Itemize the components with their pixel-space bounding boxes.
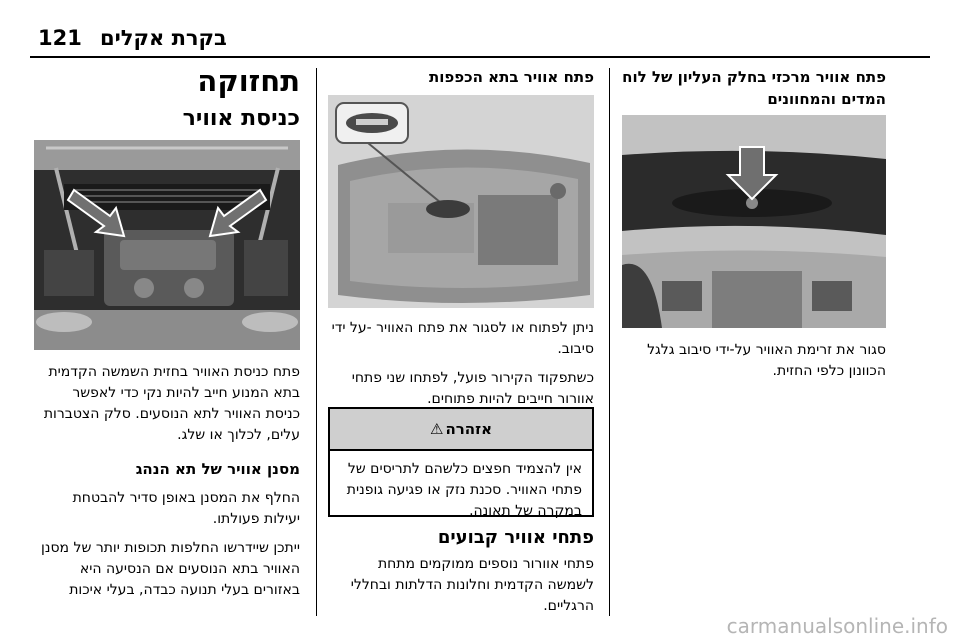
warning-title: אזהרה [445, 420, 493, 438]
filter-paragraph-1: החלף את המסנן באופן סדיר להבטחת יעילות פעולתו. [72, 490, 300, 527]
middle-column-text [328, 318, 594, 410]
column-divider [609, 68, 610, 616]
center-vent-heading: פתח אוויר מרכזי בחלק העליון של לוח המדים והמחוונים [622, 68, 886, 108]
fixed-vents-heading: פתחי אוויר קבועים [437, 527, 594, 548]
page-number: 121 [38, 26, 82, 50]
warning-triangle-icon: ⚠ [429, 420, 444, 438]
center-vent-caption: סגור את זרימת האוויר על-ידי סיבוב גלגל הכוונון כלפי החזית. [647, 342, 886, 379]
filter-heading: מסנן אוויר של תא הנהג [135, 460, 300, 478]
vent-paragraph-2: כשתפקוד הקירור פועל, לפתחו שני פתחי אוורור חייבים להיות פתוחים. [351, 370, 594, 407]
glovebox-photo [328, 95, 594, 308]
warning-text: אין להצמיד חפצים כלשהם לתריסים של פתחי האוויר. סכנת נזק או פגיעה גופנית במקרה של תאונה. [346, 461, 582, 519]
section-title: בקרת אקלים [100, 26, 227, 50]
intake-paragraph: פתח כניסת האוויר בחזית השמשה הקדמית בתא המנוע חייב להיות נקי כדי לאפשר כניסת האוויר לתא הנוסעים. סלק הצטברות עלים, לכלוך או שלג. [43, 364, 300, 443]
left-column-text [622, 340, 886, 382]
warning-header [330, 409, 592, 451]
right-column-title-block [34, 64, 300, 134]
left-column-heading-block [622, 66, 886, 110]
filter-paragraph-2: ייתכן שיידרשו החלפות תכופות יותר של מסנן האוויר בתא הנוסעים אם הנסיעה היא באזורים בעלי תנועה כבדה, בעלי איכות [41, 540, 300, 598]
subsection-title: כניסת אוויר [182, 106, 300, 131]
header-rule [30, 56, 930, 58]
vent-paragraph-1: ניתן לפתוח או לסגור את פתח האוויר -על ידי סיבוב. [331, 320, 594, 357]
middle-column-heading-block [328, 66, 594, 88]
page-title: תחזוקה [197, 64, 300, 98]
warning-box [328, 407, 594, 517]
glovebox-vent-heading: פתח אוויר בתא הכפפות [429, 68, 594, 86]
fixed-vents-paragraph: פתחי אוורור נוספים ממוקמים מתחת לשמשה הקדמית וחלונות הדלתות ובחללי הרגליים. [350, 556, 594, 614]
fixed-vents-block [328, 526, 594, 617]
page-header [0, 0, 960, 56]
watermark: carmanualsonline.info [726, 614, 948, 638]
dashboard-photo [622, 115, 886, 328]
right-column-text [34, 362, 300, 601]
column-divider [316, 68, 317, 616]
engine-bay-photo [34, 140, 300, 350]
